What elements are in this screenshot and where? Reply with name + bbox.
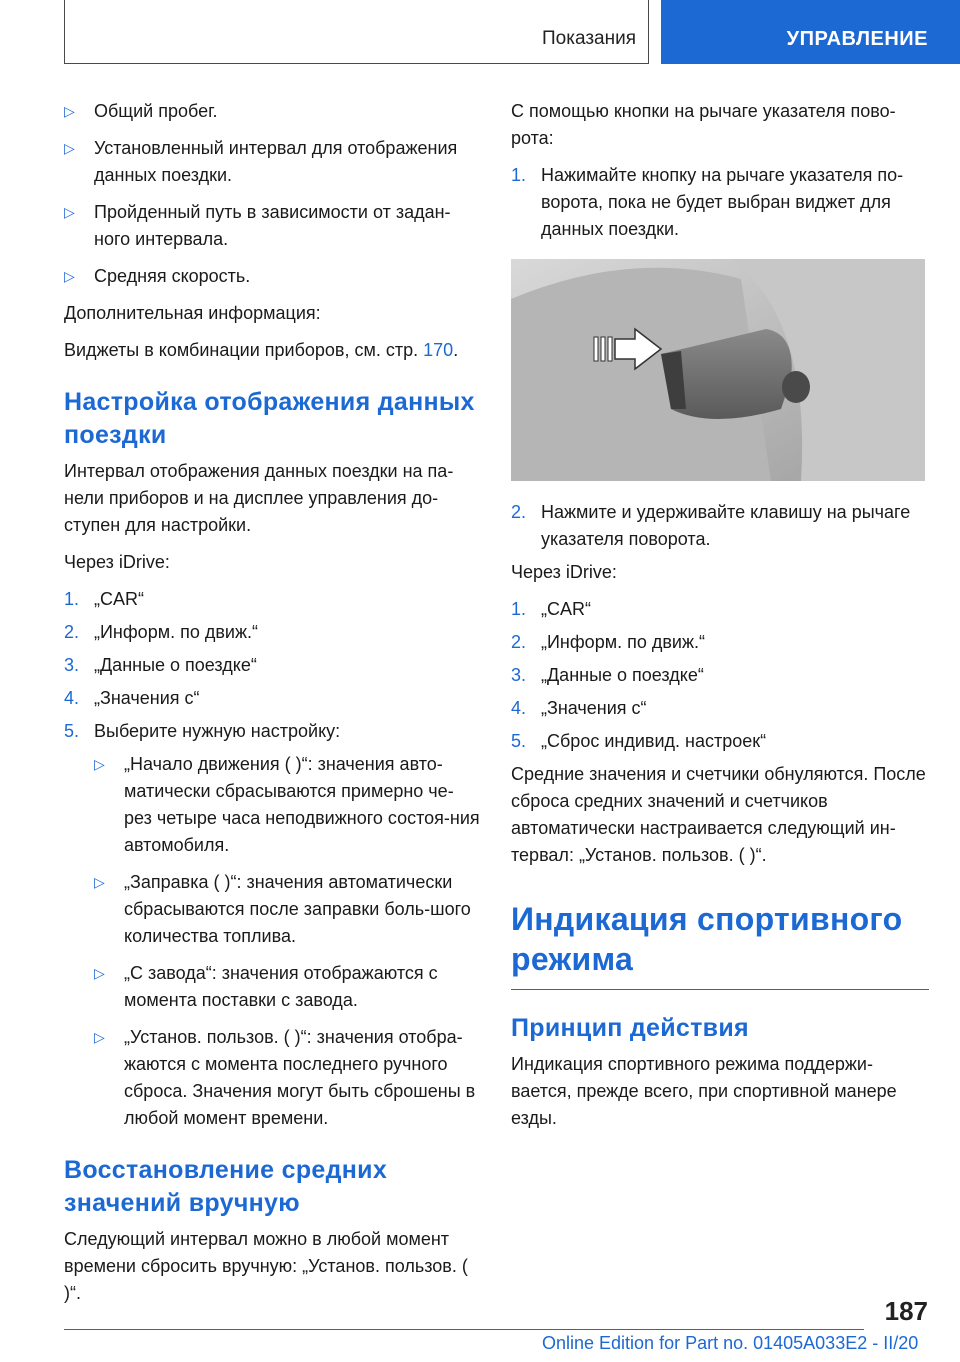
triangle-bullet-icon: ▷: [64, 103, 75, 119]
list-item: ▷ „Заправка ( )“: значения автоматически сбрасываются после заправки боль-шого количества топлива.: [94, 869, 480, 950]
list-item: ▷ „Установ. пользов. ( )“: значения отобра-жаются с момента последнего ручного сброса. Значения могут быть сброшены в любой момент времени.: [94, 1024, 480, 1132]
step-item: 2. Нажмите и удерживайте клавишу на рычаге указателя поворота.: [511, 502, 911, 549]
step-item: 2. „Информ. по движ.“: [64, 622, 258, 642]
page-link[interactable]: 170: [423, 340, 454, 360]
heading-sport-display: Индикация спортивного режима: [511, 899, 929, 990]
triangle-bullet-icon: ▷: [94, 1029, 105, 1045]
footer-edition: Online Edition for Part no. 01405A033E2 - II/20: [542, 1333, 919, 1353]
list-item: ▷ Установленный интервал для отображения данных поездки.: [64, 135, 480, 189]
principle-text: Индикация спортивного режима поддержи-вается, прежде всего, при спортивной манере езды.: [511, 1054, 897, 1128]
list-item: ▷ Пройденный путь в зависимости от задан-ного интервала.: [64, 199, 480, 253]
step-item: 4. „Значения с“: [511, 698, 647, 718]
triangle-bullet-icon: ▷: [64, 268, 75, 284]
turn-signal-lever-photo: [511, 259, 925, 481]
header-section-title: Показания: [542, 28, 636, 49]
step-item: 3. „Данные о поездке“: [511, 665, 704, 685]
reset-text: Следующий интервал можно в любой момент времени сбросить вручную: „Установ. пользов. ( )“.: [64, 1229, 468, 1303]
step-item: 5. „Сброс индивид. настроек“: [511, 731, 767, 751]
reset-result-text: Средние значения и счетчики обнуляются. После сброса средних значений и счетчиков автоматически настраивается следующий ин-тервал: „Установ. пользов. ( )“.: [511, 764, 926, 865]
lever-illustration: [511, 259, 925, 481]
step-item: 2. „Информ. по движ.“: [511, 632, 705, 652]
setup-text: Интервал отображения данных поездки на па-нели приборов и на дисплее управления до-ступен для настройки.: [64, 461, 454, 535]
more-info-label: Дополнительная информация:: [64, 303, 321, 323]
page-number: 187: [884, 1296, 928, 1326]
heading-setup: Настройка отображения данных поездки: [64, 388, 475, 449]
heading-principle: Принцип действия: [511, 1014, 749, 1042]
widgets-reference: Виджеты в комбинации приборов, см. стр. 170.: [64, 340, 459, 360]
step-item: 1. „CAR“: [64, 589, 144, 609]
triangle-bullet-icon: ▷: [64, 204, 75, 220]
footer-divider: [64, 1329, 864, 1330]
step-item: 5. Выберите нужную настройку:: [64, 721, 341, 741]
triangle-bullet-icon: ▷: [64, 140, 75, 156]
list-item: ▷ „С завода“: значения отображаются с момента поставки с завода.: [94, 960, 480, 1014]
via-idrive-label: Через iDrive:: [64, 552, 170, 572]
triangle-bullet-icon: ▷: [94, 874, 105, 890]
header-chapter-tab: [661, 0, 960, 64]
options-list: [94, 751, 480, 1132]
step-item: 4. „Значения с“: [64, 688, 200, 708]
list-item: ▷ Средняя скорость.: [64, 263, 480, 290]
via-idrive-label: Через iDrive:: [511, 562, 617, 582]
heading-reset: Восстановление средних значений вручную: [64, 1156, 388, 1217]
header-section-tab: [64, 0, 649, 64]
step-item: 3. „Данные о поездке“: [64, 655, 257, 675]
list-item: ▷ Общий пробег.: [64, 98, 480, 125]
triangle-bullet-icon: ▷: [94, 965, 105, 981]
button-intro: С помощью кнопки на рычаге указателя пово-рота:: [511, 101, 896, 148]
step-item: 1. „CAR“: [511, 599, 591, 619]
header-chapter-title: УПРАВЛЕНИЕ: [786, 28, 928, 50]
right-column: [511, 98, 929, 1142]
triangle-bullet-icon: ▷: [94, 756, 105, 772]
left-column: [64, 98, 480, 1317]
step-item: 1. Нажимайте кнопку на рычаге указателя по-ворота, пока не будет выбран виджет для данных поездки.: [511, 165, 904, 239]
list-item: ▷ „Начало движения ( )“: значения авто-матически сбрасываются примерно че-рез четыре часа неподвижного состоя-ния автомобиля.: [94, 751, 480, 859]
